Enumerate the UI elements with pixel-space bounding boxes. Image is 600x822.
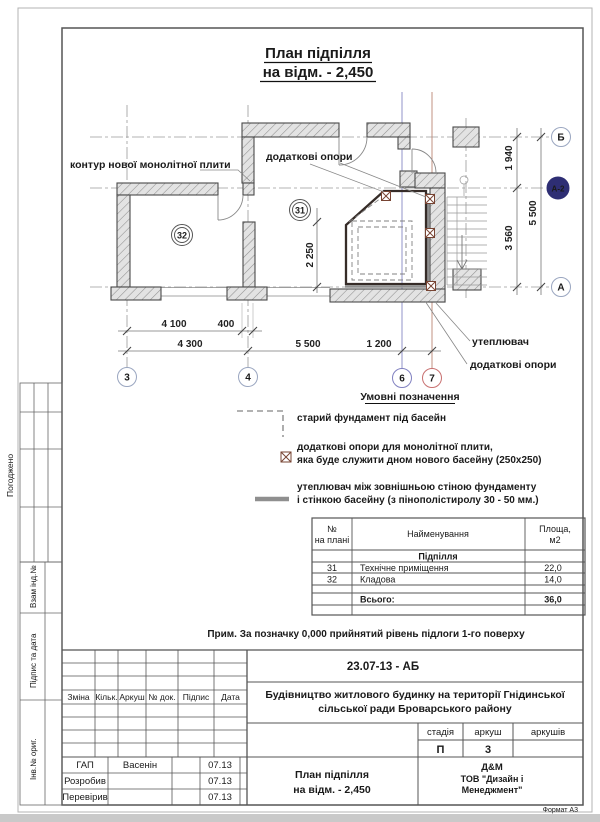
stage-value: П	[436, 744, 445, 756]
dim-1200: 1 200	[366, 339, 392, 350]
doc-number: 23.07-13 - АБ	[346, 661, 420, 673]
table-row-area: 14,0	[544, 574, 562, 585]
pier-left	[111, 287, 161, 300]
project-name-line1: Будівництво житлового будинку на території Гнідинської	[265, 689, 565, 701]
support-symbol	[426, 229, 435, 238]
column-top	[453, 127, 479, 147]
sheets-label: аркушів	[530, 727, 566, 738]
axis-A-label: А	[557, 282, 565, 294]
dim-5500-bottom: 5 500	[295, 339, 321, 350]
room-32-number: 32	[176, 230, 188, 241]
wall-top-leg	[398, 137, 410, 149]
col-sheet: Аркуш	[119, 692, 145, 702]
label-slab-contour: контур нової монолітної плити	[70, 159, 231, 171]
support-symbol	[382, 192, 391, 201]
legend-title: Умовні позначення	[360, 391, 460, 403]
col-change: Зміна	[67, 692, 90, 702]
pier-middle	[227, 287, 267, 300]
label-insulation: утеплювач	[472, 336, 529, 348]
dim-1940: 1 940	[504, 145, 515, 171]
note-text: Прим. За позначку 0,000 прийнятий рівень підлоги 1-го поверху	[207, 629, 525, 640]
sidebar-label-inventory: Інв.№ ориг.	[29, 738, 38, 780]
drawing-title-line1: План підпілля	[295, 769, 369, 781]
role-date: 07.13	[208, 792, 232, 803]
page-bottom-shadow	[0, 814, 600, 822]
stage-label: стадія	[426, 727, 455, 738]
col-sign: Підпис	[182, 692, 210, 702]
sheet-value: 3	[484, 744, 492, 756]
dim-400: 400	[217, 319, 235, 330]
sidebar-label-replace: Взам інд.№	[29, 565, 38, 608]
table-total-value: 36,0	[544, 594, 562, 605]
legend-item3-line1: утеплювач між зовнішньою стіною фундаменту	[297, 482, 537, 493]
table-header-area-2: м2	[549, 535, 561, 545]
wall-top-left-segment	[242, 123, 339, 137]
label-extra-supports-top: додаткові опори	[266, 151, 353, 163]
support-symbol	[426, 195, 435, 204]
wall-room32-top-left	[117, 183, 218, 195]
legend-item2-line2: яка буде служити дном нового басейну (250х250)	[297, 455, 542, 466]
axis-A2-label: А-2	[551, 184, 565, 194]
table-header-area-1: Площа,	[539, 524, 571, 534]
sheet-label: аркуш	[474, 727, 502, 738]
sheet-title-line2: на відм. - 2,450	[262, 64, 374, 81]
col-date: Дата	[221, 692, 240, 702]
axis-6-label: 6	[399, 373, 405, 385]
wall-vertical-upper	[242, 137, 254, 183]
axis-B-label: Б	[557, 132, 565, 144]
role-date: 07.13	[208, 776, 232, 787]
wall-partition	[243, 222, 255, 287]
role-name: ГАП	[76, 760, 94, 771]
room-31-number: 31	[294, 205, 306, 216]
axis-7-label: 7	[429, 373, 435, 385]
wall-pool-top	[415, 173, 445, 188]
table-row-no: 31	[326, 563, 338, 573]
table-section-title: Підпілля	[418, 551, 458, 562]
col-doc: № док.	[148, 692, 176, 702]
axis-3-label: 3	[124, 372, 130, 384]
role-name: Розробив	[64, 776, 106, 787]
legend-support-symbol	[281, 452, 291, 462]
role-date: 07.13	[208, 760, 232, 771]
col-qty: Кільк.	[95, 692, 118, 702]
legend-item2-line1: додаткові опори для монолітної плити,	[297, 442, 493, 453]
role-name: Перевірив	[62, 792, 108, 803]
table-total-label: Всього:	[360, 594, 395, 605]
table-row-name: Технічне приміщення	[360, 563, 449, 573]
role-person: Васенін	[122, 760, 158, 771]
label-extra-supports-bottom: додаткові опори	[470, 359, 557, 371]
table-row-area: 22,0	[544, 563, 562, 573]
dim-2250: 2 250	[305, 242, 316, 268]
sidebar-label-sign-date: Підпис та дата	[29, 633, 38, 688]
dim-5500-right: 5 500	[528, 200, 539, 226]
dim-4100: 4 100	[161, 319, 187, 330]
org-company-line1: ТОВ "Дизайн і	[460, 774, 524, 784]
legend-item3-line2: і стінкою басейну (з пінополістиролу 30 - 50 мм.)	[297, 495, 539, 506]
wall-top-right-segment	[367, 123, 410, 137]
legend-item1-text: старий фундамент під басейн	[297, 413, 446, 424]
org-name: Д&М	[481, 762, 503, 773]
dim-3560: 3 560	[504, 225, 515, 251]
wall-left	[117, 195, 130, 287]
support-symbol	[427, 282, 436, 291]
table-row-no: 32	[326, 574, 338, 585]
org-company-line2: Менеджмент"	[461, 785, 523, 795]
table-header-no-2: на плані	[314, 535, 350, 545]
table-header-no-1: №	[327, 524, 337, 534]
dim-4300: 4 300	[177, 339, 203, 350]
format-label: Формат А3	[542, 807, 578, 814]
table-header-name: Найменування	[407, 529, 469, 539]
project-name-line2: сільської ради Броварського району	[318, 703, 512, 715]
sheet-title	[260, 45, 376, 82]
axis-4-label: 4	[245, 372, 251, 384]
table-row-name: Кладова	[360, 574, 396, 585]
wall-room32-top-jamb	[243, 183, 254, 195]
drawing-title-line2: на відм. - 2,450	[293, 784, 371, 796]
sidebar-label-agreed: Погоджено	[5, 453, 15, 497]
sheet-title-line1: План підпілля	[265, 45, 371, 62]
